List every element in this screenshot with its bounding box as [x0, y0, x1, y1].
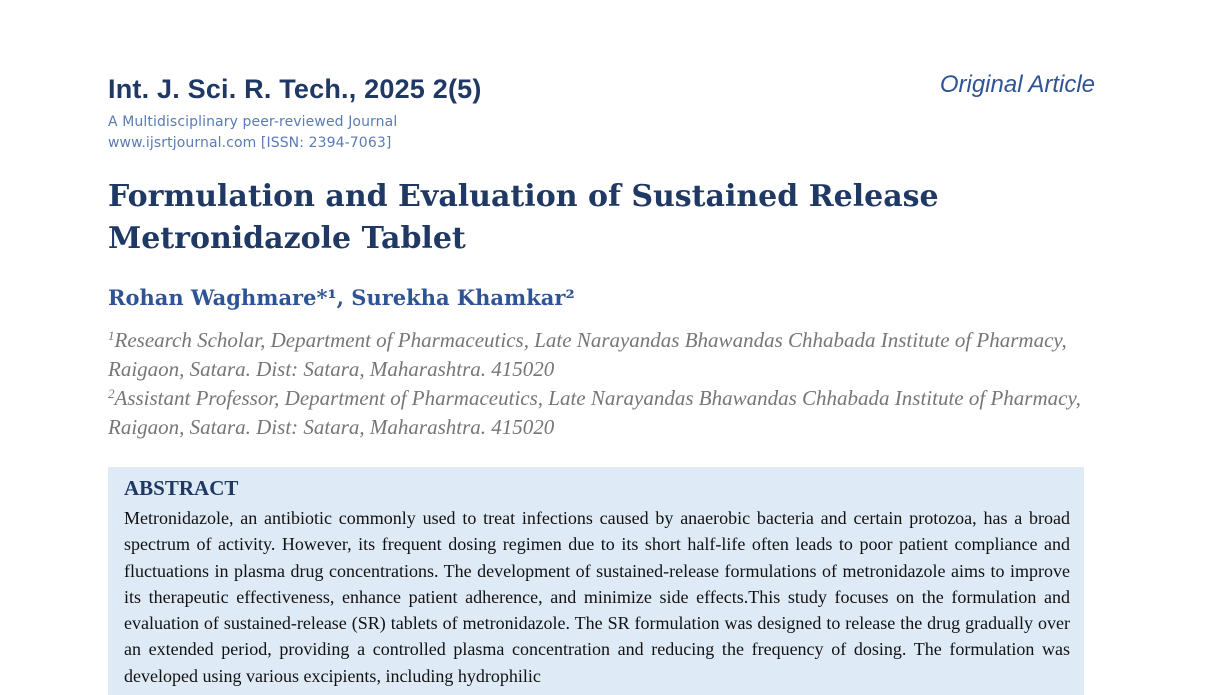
author-list: Rohan Waghmare*¹, Surekha Khamkar² [108, 285, 575, 310]
affiliation-2 [108, 384, 1098, 442]
affiliation-1-mark: 1 [108, 328, 115, 343]
affiliation-2-mark: 2 [108, 386, 115, 401]
abstract-box [108, 467, 1084, 695]
paper-title: Formulation and Evaluation of Sustained Release Metronidazole Tablet [108, 179, 939, 256]
affiliation-list [108, 326, 1098, 442]
abstract-heading: ABSTRACT [124, 476, 239, 500]
journal-title: Int. J. Sci. R. Tech., 2025 2(5) [108, 74, 482, 104]
affiliation-1-text: Research Scholar, Department of Pharmaceutics, Late Narayandas Bhawandas Chhabada Institute of Pharmacy, Raigaon, Satara. Dist: Satara, Maharashtra. 415020 [108, 328, 1067, 381]
article-type-label: Original Article [939, 71, 1095, 98]
affiliation-2-text: Assistant Professor, Department of Pharmaceutics, Late Narayandas Bhawandas Chhabada Institute of Pharmacy, Raigaon, Satara. Dist: Satara, Maharashtra. 415020 [108, 386, 1081, 439]
abstract-body: Metronidazole, an antibiotic commonly used to treat infections caused by anaerobic bacteria and certain protozoa, has a broad spectrum of activity. However, its frequent dosing regimen due to its short half-life often leads to poor patient compliance and fluctuations in plasma drug concentrations. The development of sustained-release formulations of metronidazole aims to improve its therapeutic effectiveness, enhance patient adherence, and minimize side effects.This study focuses on the formulation and evaluation of sustained-release (SR) tablets of metronidazole. The SR formulation was designed to release the drug gradually over an extended period, providing a controlled plasma concentration and reducing the frequency of dosing. The formulation was developed using various excipients, including hydrophilic [124, 508, 1070, 686]
affiliation-1 [108, 326, 1098, 384]
journal-website: www.ijsrtjournal.com [ISSN: 2394-7063] [108, 135, 392, 151]
journal-tagline: A Multidisciplinary peer-reviewed Journal [108, 114, 398, 130]
